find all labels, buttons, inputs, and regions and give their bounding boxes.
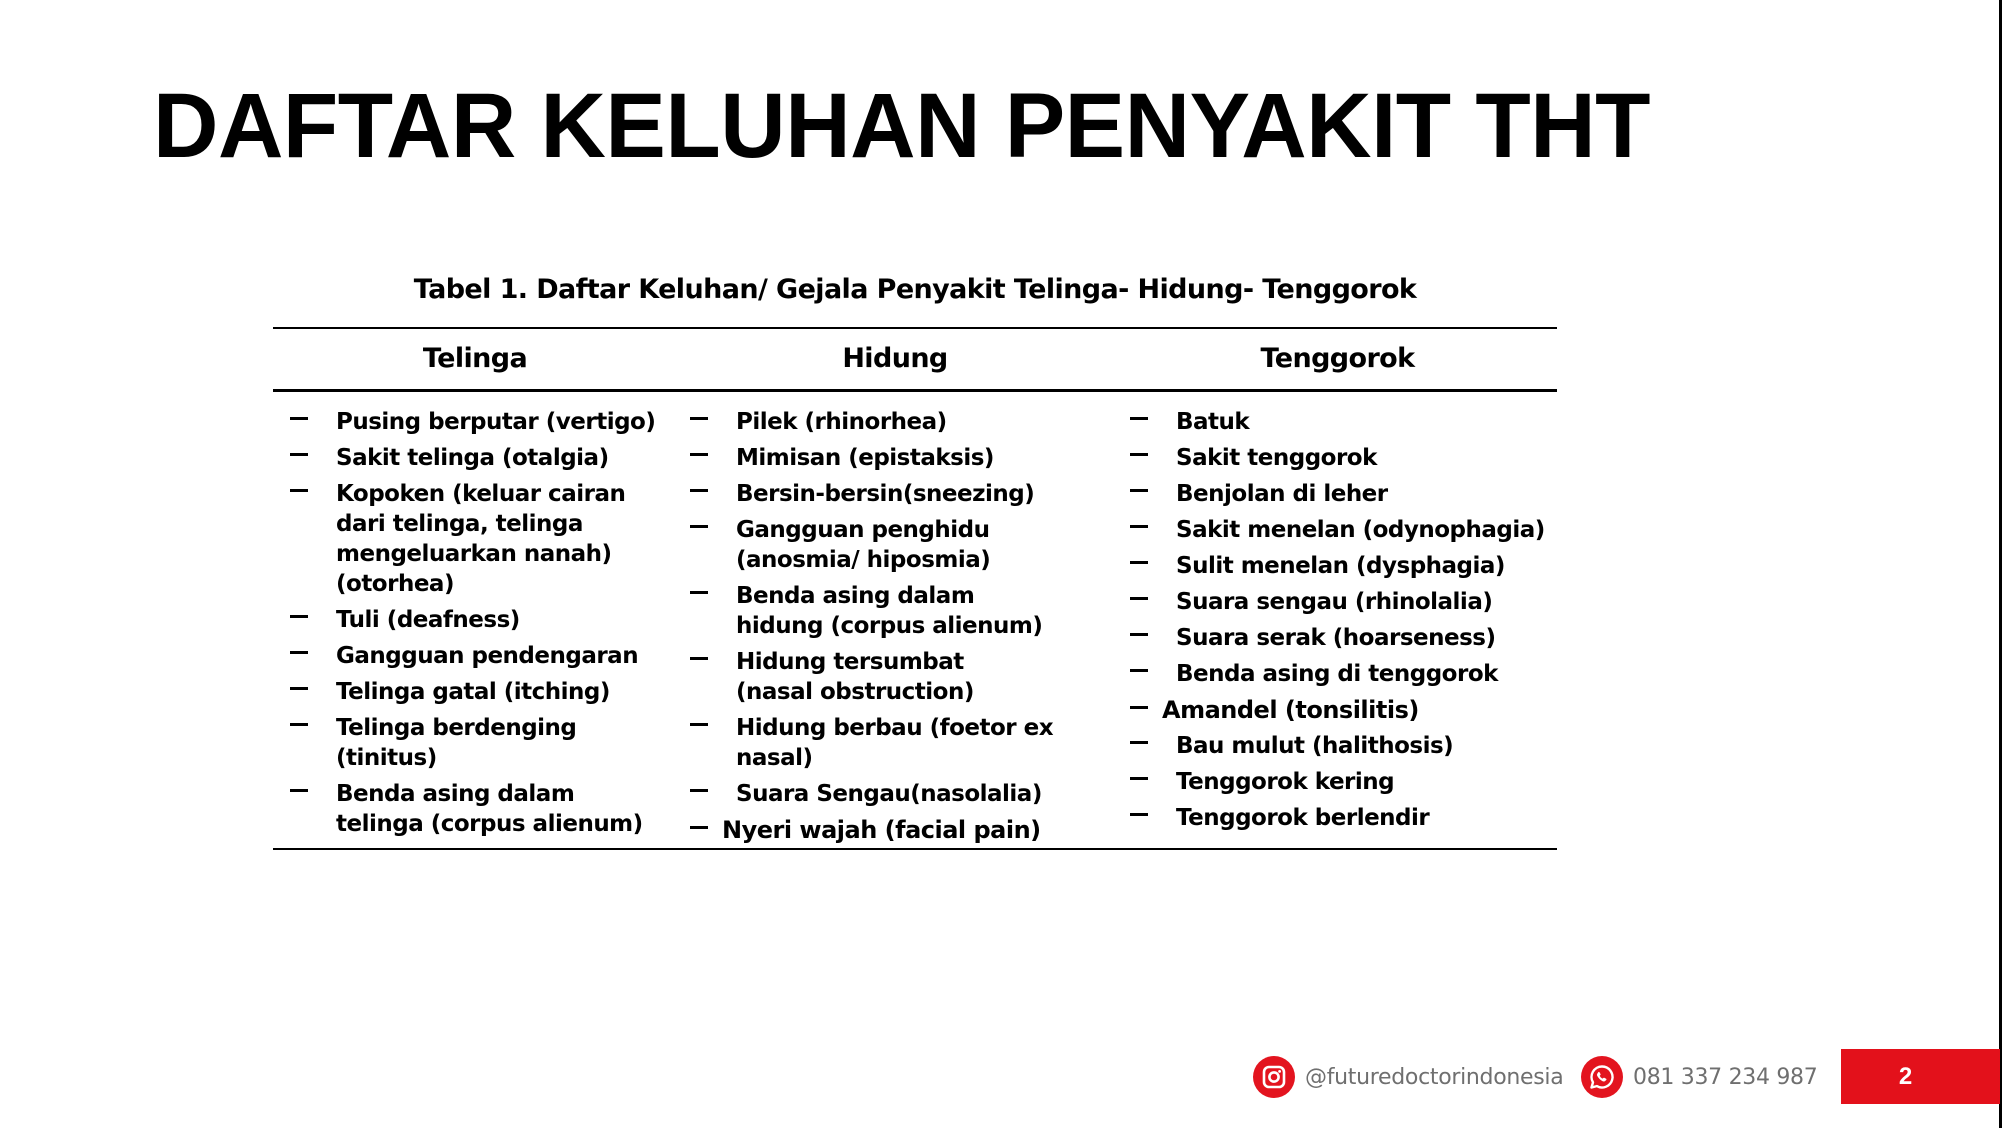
instagram-handle: @futuredoctorindonesia bbox=[1305, 1064, 1564, 1090]
list-item: Amandel (tonsilitis) bbox=[1130, 695, 1555, 725]
dash-bullet-icon bbox=[690, 826, 708, 829]
list-item: Gangguan penghidu (anosmia/ hiposmia) bbox=[690, 515, 1110, 575]
dash-bullet-icon bbox=[1130, 525, 1148, 528]
list-item: Pusing berputar (vertigo) bbox=[290, 407, 670, 437]
column-header-telinga: Telinga bbox=[422, 343, 528, 374]
page-number: 2 bbox=[1898, 1062, 1913, 1090]
list-item: Gangguan pendengaran bbox=[290, 641, 670, 671]
dash-bullet-icon bbox=[290, 789, 308, 792]
list-item: Pilek (rhinorhea) bbox=[690, 407, 1110, 437]
dash-bullet-icon bbox=[1130, 633, 1148, 636]
list-item: Suara Sengau(nasolalia) bbox=[690, 779, 1110, 809]
list-item: Kopoken (keluar cairan dari telinga, telinga mengeluarkan nanah) (otorhea) bbox=[290, 479, 670, 599]
instagram-icon bbox=[1253, 1056, 1295, 1098]
list-item: Tenggorok kering bbox=[1130, 767, 1555, 797]
dash-bullet-icon bbox=[290, 651, 308, 654]
column-header-tenggorok: Tenggorok bbox=[1260, 343, 1415, 374]
dash-bullet-icon bbox=[1130, 597, 1148, 600]
column-telinga bbox=[290, 407, 670, 845]
phone-number: 081 337 234 987 bbox=[1633, 1064, 1818, 1090]
list-item: Benda asing dalam hidung (corpus alienum) bbox=[690, 581, 1110, 641]
dash-bullet-icon bbox=[1130, 417, 1148, 420]
dash-bullet-icon bbox=[690, 417, 708, 420]
table-top-rule bbox=[273, 327, 1557, 329]
dash-bullet-icon bbox=[290, 489, 308, 492]
list-item: Telinga berdenging (tinitus) bbox=[290, 713, 670, 773]
column-tenggorok bbox=[1130, 407, 1555, 839]
dash-bullet-icon bbox=[290, 687, 308, 690]
list-item: Benda asing di tenggorok bbox=[1130, 659, 1555, 689]
list-item: Sakit telinga (otalgia) bbox=[290, 443, 670, 473]
list-item: Hidung tersumbat (nasal obstruction) bbox=[690, 647, 1110, 707]
dash-bullet-icon bbox=[690, 453, 708, 456]
slide-title: DAFTAR KELUHAN PENYAKIT THT bbox=[153, 75, 1651, 177]
dash-bullet-icon bbox=[1130, 706, 1148, 709]
list-item: Mimisan (epistaksis) bbox=[690, 443, 1110, 473]
whatsapp-icon bbox=[1581, 1056, 1623, 1098]
whatsapp-contact[interactable] bbox=[1581, 1052, 1817, 1102]
dash-bullet-icon bbox=[690, 657, 708, 660]
list-item: Benjolan di leher bbox=[1130, 479, 1555, 509]
page-number-badge bbox=[1841, 1049, 2000, 1104]
list-item: Sakit tenggorok bbox=[1130, 443, 1555, 473]
list-item: Tenggorok berlendir bbox=[1130, 803, 1555, 833]
dash-bullet-icon bbox=[1130, 741, 1148, 744]
list-item: Suara serak (hoarseness) bbox=[1130, 623, 1555, 653]
list-item: Suara sengau (rhinolalia) bbox=[1130, 587, 1555, 617]
dash-bullet-icon bbox=[1130, 561, 1148, 564]
table-header-rule bbox=[273, 389, 1557, 392]
dash-bullet-icon bbox=[1130, 453, 1148, 456]
dash-bullet-icon bbox=[690, 489, 708, 492]
column-header-hidung: Hidung bbox=[842, 343, 948, 374]
instagram-contact[interactable] bbox=[1253, 1052, 1563, 1102]
dash-bullet-icon bbox=[690, 525, 708, 528]
list-item: Bersin-bersin(sneezing) bbox=[690, 479, 1110, 509]
dash-bullet-icon bbox=[1130, 669, 1148, 672]
dash-bullet-icon bbox=[290, 723, 308, 726]
list-item: Bau mulut (halithosis) bbox=[1130, 731, 1555, 761]
list-item: Tuli (deafness) bbox=[290, 605, 670, 635]
dash-bullet-icon bbox=[290, 615, 308, 618]
dash-bullet-icon bbox=[1130, 777, 1148, 780]
dash-bullet-icon bbox=[690, 789, 708, 792]
list-item: Nyeri wajah (facial pain) bbox=[690, 815, 1110, 845]
list-item: Batuk bbox=[1130, 407, 1555, 437]
dash-bullet-icon bbox=[1130, 813, 1148, 816]
column-hidung bbox=[690, 407, 1110, 851]
dash-bullet-icon bbox=[1130, 489, 1148, 492]
dash-bullet-icon bbox=[690, 723, 708, 726]
table-caption: Tabel 1. Daftar Keluhan/ Gejala Penyakit Telinga- Hidung- Tenggorok bbox=[413, 274, 1417, 305]
dash-bullet-icon bbox=[290, 417, 308, 420]
list-item: Telinga gatal (itching) bbox=[290, 677, 670, 707]
dash-bullet-icon bbox=[290, 453, 308, 456]
list-item: Hidung berbau (foetor ex nasal) bbox=[690, 713, 1110, 773]
list-item: Benda asing dalam telinga (corpus alienum) bbox=[290, 779, 670, 839]
list-item: Sakit menelan (odynophagia) bbox=[1130, 515, 1555, 545]
dash-bullet-icon bbox=[690, 591, 708, 594]
list-item: Sulit menelan (dysphagia) bbox=[1130, 551, 1555, 581]
